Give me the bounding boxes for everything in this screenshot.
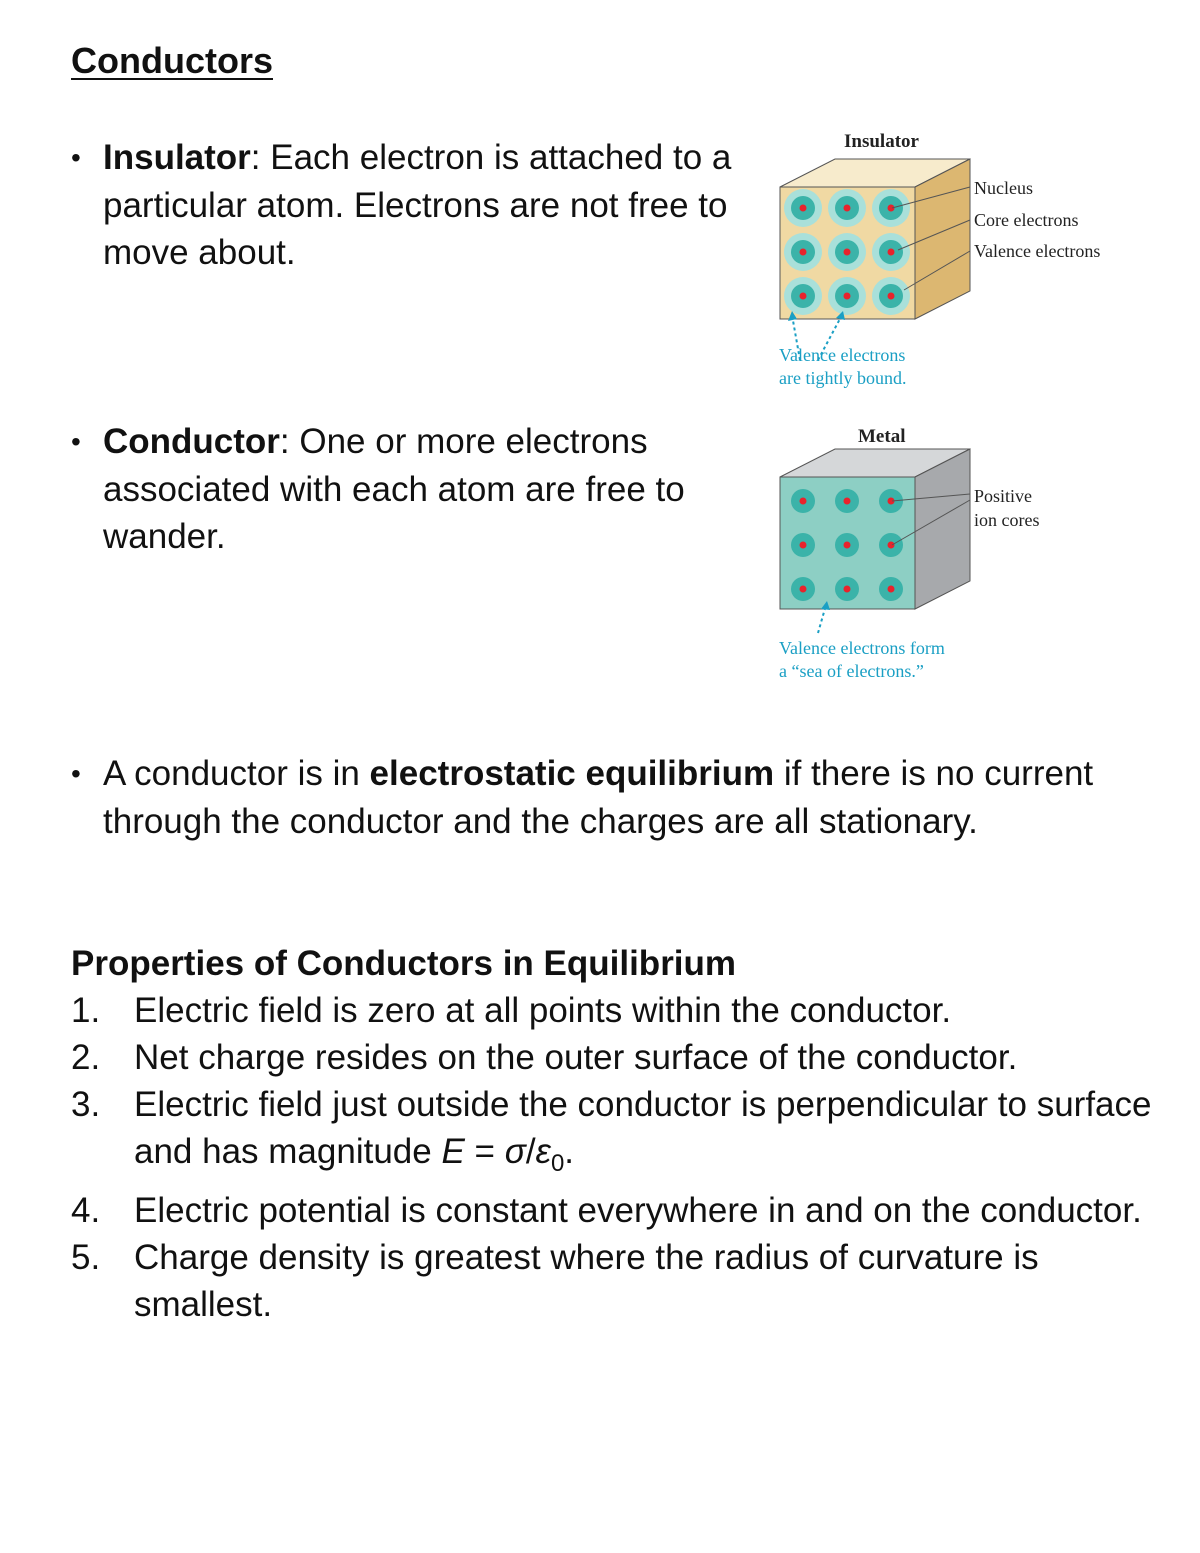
metal-atom-grid	[791, 489, 903, 601]
property-text: Electric field is zero at all points within the conductor.	[134, 991, 952, 1030]
insulator-figure	[770, 125, 1130, 400]
nucleus	[800, 586, 807, 593]
property-number: 5.	[71, 1238, 101, 1277]
metal-caption-line2: a “sea of electrons.”	[779, 661, 924, 681]
math-subscript: 0	[550, 1150, 565, 1177]
metal-figure	[770, 420, 1130, 695]
insulator-atom-grid	[784, 189, 910, 315]
page-title: Conductors	[71, 40, 273, 81]
label-valence-electrons: Valence electrons	[974, 241, 1101, 261]
math-slash: /	[525, 1132, 536, 1171]
nucleus	[844, 205, 851, 212]
property-text: Charge density is greatest where the radius of curvature is smallest.	[134, 1238, 1039, 1324]
nucleus	[800, 542, 807, 549]
metal-side-face	[915, 449, 970, 609]
bullet-marker: •	[71, 142, 81, 173]
math-e: E	[441, 1132, 465, 1171]
property-text: Net charge resides on the outer surface of the conductor.	[134, 1038, 1018, 1077]
math-sigma: σ	[504, 1132, 526, 1171]
nucleus	[844, 498, 851, 505]
label-positive: Positive	[974, 486, 1033, 506]
label-ion-cores: ion cores	[974, 510, 1040, 530]
conductor-description: : One or more electrons associated with each atom are free to wander.	[103, 422, 685, 556]
math-equals: =	[464, 1132, 505, 1171]
nucleus	[800, 249, 807, 256]
nucleus	[844, 293, 851, 300]
insulator-caption	[779, 344, 1019, 390]
nucleus	[844, 249, 851, 256]
bullet-marker: •	[71, 426, 81, 457]
property-number: 4.	[71, 1191, 101, 1230]
nucleus	[888, 586, 895, 593]
nucleus	[888, 293, 895, 300]
nucleus	[844, 542, 851, 549]
property-item	[71, 987, 1161, 1034]
nucleus	[888, 249, 895, 256]
metal-caption	[779, 637, 1019, 683]
properties-list	[71, 987, 1161, 1328]
math-period: .	[564, 1132, 575, 1171]
insulator-caption-line2: are tightly bound.	[779, 368, 907, 388]
property-item	[71, 1187, 1161, 1234]
property-text: Electric field just outside the conductor is perpendicular to surface and has magnitude	[134, 1085, 1152, 1171]
nucleus	[888, 542, 895, 549]
label-nucleus: Nucleus	[974, 178, 1033, 198]
equilibrium-after: if there is no current through the conductor and the charges are all stationary.	[103, 754, 1094, 841]
label-core-electrons: Core electrons	[974, 210, 1079, 230]
property-item	[71, 1034, 1161, 1081]
insulator-description: : Each electron is attached to a particular atom. Electrons are not free to move about.	[103, 138, 732, 272]
nucleus	[800, 205, 807, 212]
bullet-marker: •	[71, 758, 81, 789]
equilibrium-before: A conductor is in	[103, 754, 370, 793]
insulator-caption-line1: Valence electrons	[779, 345, 906, 365]
metal-title: Metal	[858, 426, 906, 447]
nucleus	[844, 586, 851, 593]
term-electrostatic-equilibrium: electrostatic equilibrium	[369, 754, 775, 793]
property-number: 3.	[71, 1085, 101, 1124]
property-text: Electric potential is constant everywhere in and on the conductor.	[134, 1191, 1142, 1230]
math-epsilon: ε	[535, 1132, 551, 1171]
property-number: 2.	[71, 1038, 101, 1077]
nucleus	[800, 498, 807, 505]
property-number: 1.	[71, 991, 101, 1030]
property-item	[71, 1234, 1161, 1328]
term-insulator: Insulator	[103, 138, 251, 177]
properties-heading: Properties of Conductors in Equilibrium	[71, 944, 737, 983]
insulator-title: Insulator	[844, 131, 919, 152]
term-conductor: Conductor	[103, 422, 280, 461]
property-item	[71, 1081, 1161, 1187]
nucleus	[800, 293, 807, 300]
metal-caption-line1: Valence electrons form	[779, 638, 945, 658]
